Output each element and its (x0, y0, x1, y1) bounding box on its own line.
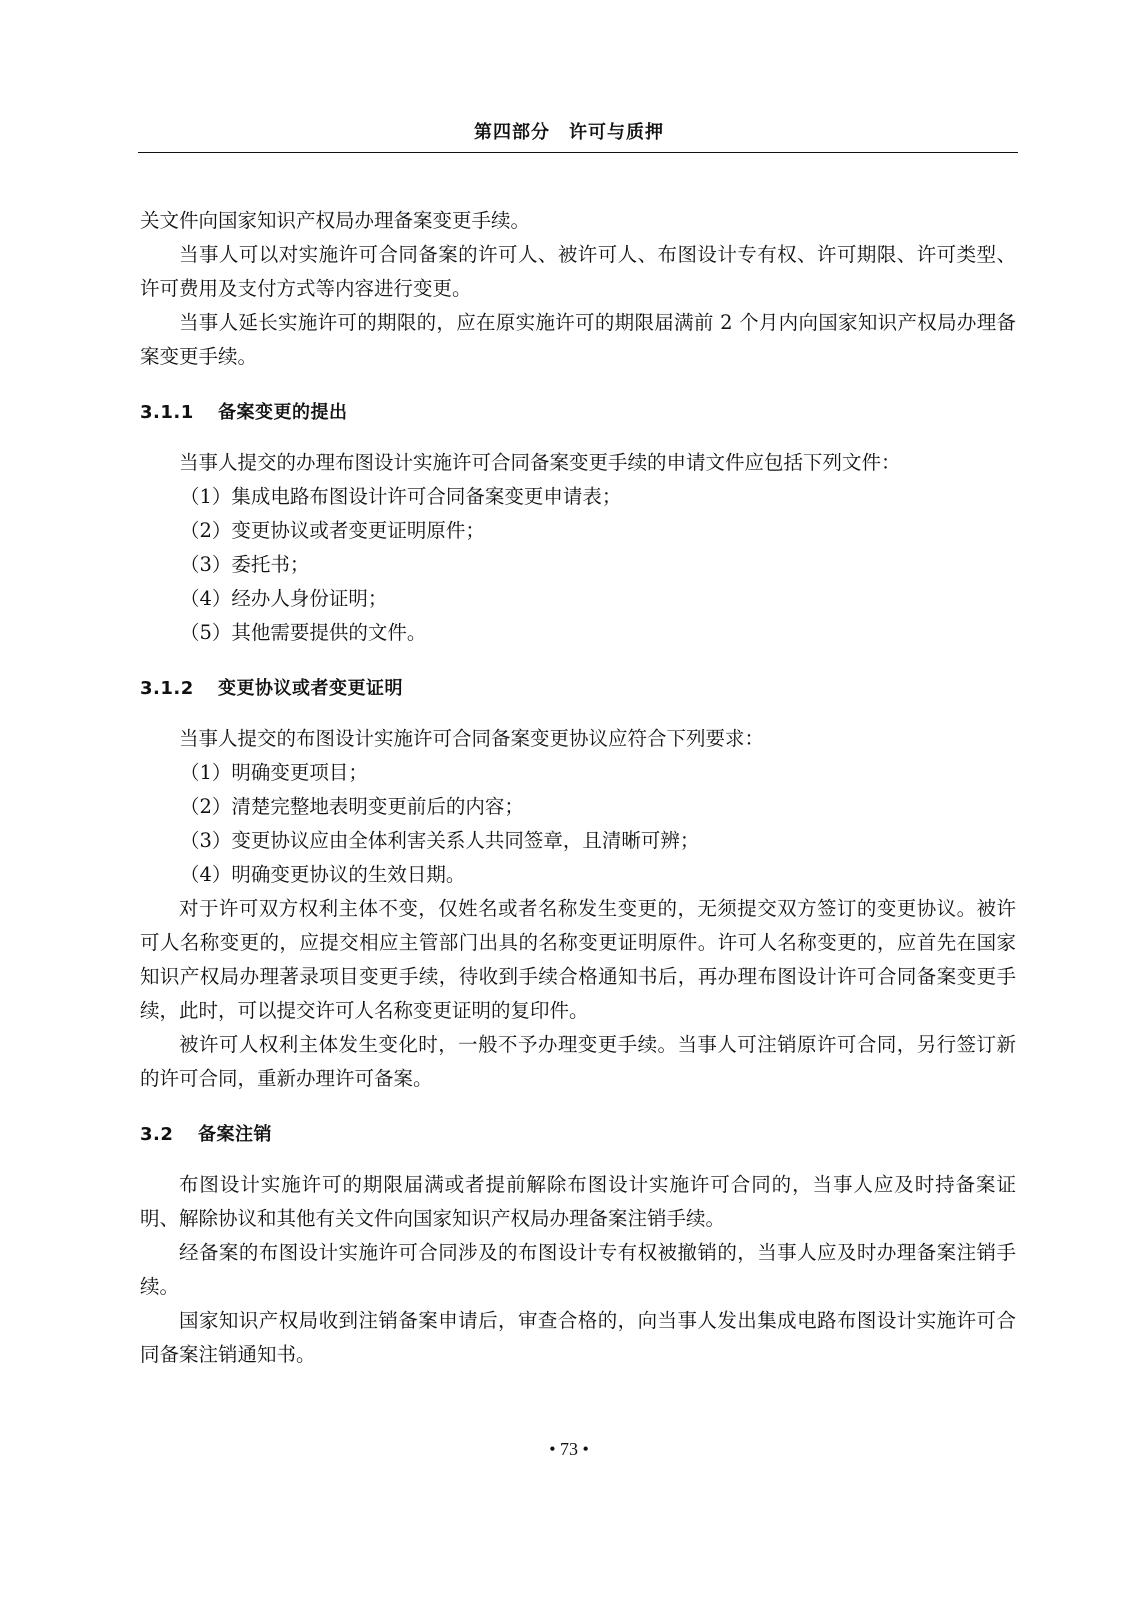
list-item: （2）清楚完整地表明变更前后的内容； (180, 795, 524, 818)
header-rule (138, 152, 1018, 153)
list-item: （4）明确变更协议的生效日期。 (180, 863, 466, 886)
section-title: 变更协议或者变更证明 (218, 678, 403, 699)
section-lead: 当事人提交的布图设计实施许可合同备案变更协议应符合下列要求： (179, 727, 765, 750)
body-paragraph: 布图设计实施许可的期限届满或者提前解除布图设计实施许可合同的，当事人应及时持备案证明、解除协议和其他有关文件向国家知识产权局办理备案注销手续。 (140, 1173, 1016, 1230)
list-item: （1）集成电路布图设计许可合同备案变更申请表； (180, 485, 622, 508)
list-item: （2）变更协议或者变更证明原件； (180, 519, 485, 542)
section-number: 3.1.1 (140, 402, 194, 423)
section-title: 备案变更的提出 (218, 402, 348, 423)
section-lead: 当事人提交的办理布图设计实施许可合同备案变更手续的申请文件应包括下列文件： (179, 451, 901, 474)
intro-continuation: 关文件向国家知识产权局办理备案变更手续。 (140, 209, 531, 232)
section-heading-3-1-2 (140, 650, 1016, 722)
page-number: • 73 • (549, 1439, 589, 1459)
body-paragraph: 经备案的布图设计实施许可合同涉及的布图设计专有权被撤销的，当事人应及时办理备案注销手续。 (140, 1241, 1016, 1298)
body-paragraph: 对于许可双方权利主体不变，仅姓名或者名称发生变更的，无须提交双方签订的变更协议。被许可人名称变更的，应提交相应主管部门出具的名称变更证明原件。许可人名称变更的，应首先在国家知识产权局办理著录项目变更手续，待收到手续合格通知书后，再办理布图设计许可合同备案变更手续，此时，可以提交许可人名称变更证明的复印件。 (140, 897, 1016, 1022)
list-item: （1）明确变更项目； (180, 761, 368, 784)
running-header: 第四部分 许可与质押 (474, 122, 664, 143)
intro-paragraph: 当事人可以对实施许可合同备案的许可人、被许可人、布图设计专有权、许可期限、许可类型、许可费用及支付方式等内容进行变更。 (140, 243, 1016, 300)
list-item: （5）其他需要提供的文件。 (180, 621, 427, 644)
list-item: （3）变更协议应由全体利害关系人共同签章，且清晰可辨； (180, 829, 700, 852)
list-item: （3）委托书； (180, 553, 310, 576)
body-paragraph: 国家知识产权局收到注销备案申请后，审查合格的，向当事人发出集成电路布图设计实施许可合同备案注销通知书。 (140, 1309, 1016, 1366)
body-paragraph: 被许可人权利主体发生变化时，一般不予办理变更手续。当事人可注销原许可合同，另行签订新的许可合同，重新办理许可备案。 (140, 1033, 1016, 1090)
intro-paragraph: 当事人延长实施许可的期限的，应在原实施许可的期限届满前 2 个月内向国家知识产权局办理备案变更手续。 (140, 311, 1016, 368)
section-title: 备案注销 (198, 1124, 272, 1145)
section-number: 3.2 (140, 1124, 174, 1145)
section-heading-3-2 (140, 1096, 1016, 1168)
section-heading-3-1-1 (140, 374, 1016, 446)
list-item: （4）经办人身份证明； (180, 587, 388, 610)
page-body (140, 204, 1016, 1372)
section-number: 3.1.2 (140, 678, 194, 699)
